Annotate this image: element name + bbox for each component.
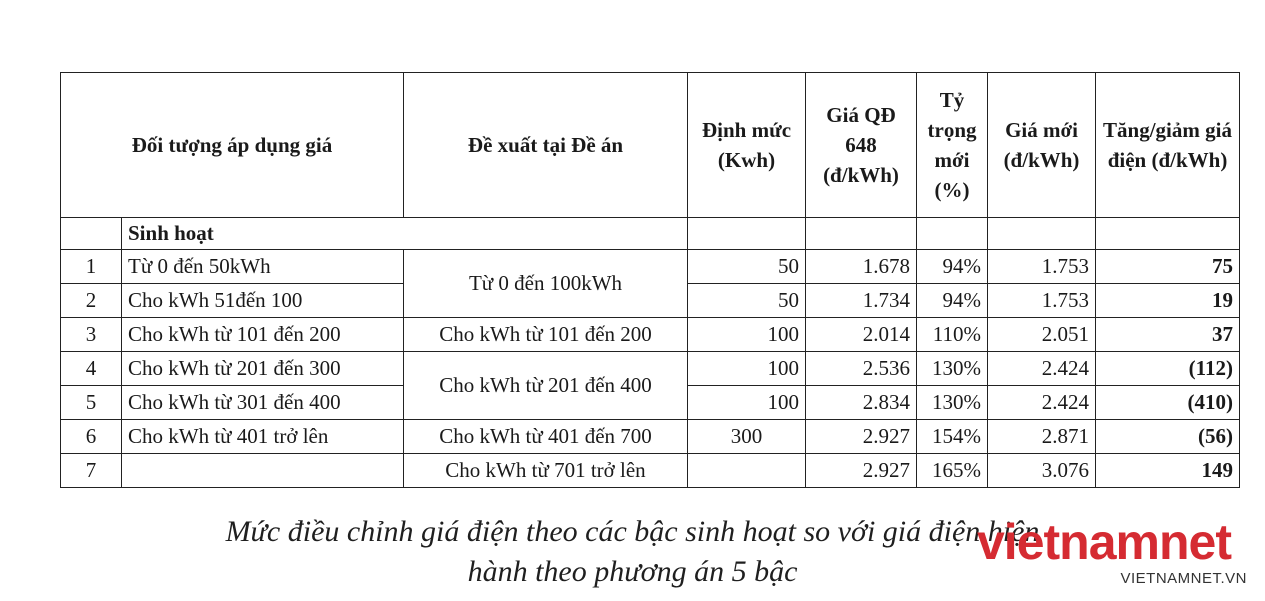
gia-qd-cell: 1.678: [806, 250, 917, 284]
header-gia-qd: [806, 73, 917, 218]
caption-line-2: hành theo phương án 5 bậc: [467, 555, 798, 588]
row-no: 2: [61, 284, 122, 318]
de-xuat-cell: Từ 0 đến 100kWh: [404, 250, 688, 318]
ty-trong-cell: 110%: [917, 318, 988, 352]
header-tang-giam-text: Tăng/giảm giá điện (đ/kWh): [1103, 118, 1232, 172]
tang-giam-cell: (56): [1096, 420, 1240, 454]
row-no: 1: [61, 250, 122, 284]
tang-giam-cell: 75: [1096, 250, 1240, 284]
gia-moi-cell: 2.871: [988, 420, 1096, 454]
row-no: 3: [61, 318, 122, 352]
header-ty-trong: [917, 73, 988, 218]
table-row: [61, 454, 1240, 488]
gia-qd-cell: 2.536: [806, 352, 917, 386]
row-label: Cho kWh từ 401 trở lên: [122, 420, 404, 454]
dinh-muc-cell: 100: [688, 318, 806, 352]
dinh-muc-cell: 300: [688, 420, 806, 454]
section-no: [61, 218, 122, 250]
de-xuat-cell: Cho kWh từ 701 trở lên: [404, 454, 688, 488]
header-tang-giam: [1096, 73, 1240, 218]
de-xuat-cell: Cho kWh từ 201 đến 400: [404, 352, 688, 420]
section-row: [61, 218, 1240, 250]
section-empty: [917, 218, 988, 250]
gia-moi-cell: 3.076: [988, 454, 1096, 488]
de-xuat-cell: Cho kWh từ 101 đến 200: [404, 318, 688, 352]
dinh-muc-cell: 100: [688, 386, 806, 420]
dinh-muc-cell: 50: [688, 284, 806, 318]
row-label: Từ 0 đến 50kWh: [122, 250, 404, 284]
tang-giam-cell: (410): [1096, 386, 1240, 420]
row-label: Cho kWh từ 201 đến 300: [122, 352, 404, 386]
gia-qd-cell: 2.014: [806, 318, 917, 352]
gia-moi-cell: 1.753: [988, 284, 1096, 318]
section-empty: [688, 218, 806, 250]
header-gia-moi-text: Giá mới (đ/kWh): [1003, 118, 1080, 172]
section-empty: [988, 218, 1096, 250]
row-label: Cho kWh 51đến 100: [122, 284, 404, 318]
ty-trong-cell: 130%: [917, 352, 988, 386]
table-row: [61, 318, 1240, 352]
de-xuat-cell: Cho kWh từ 401 đến 700: [404, 420, 688, 454]
header-ty-trong-text: Tỷ trọng mới (%): [927, 88, 977, 202]
row-no: 6: [61, 420, 122, 454]
row-no: 4: [61, 352, 122, 386]
caption-line-1: Mức điều chỉnh giá điện theo các bậc sinh hoạt so với giá điện hiện: [225, 515, 1040, 548]
tang-giam-cell: 149: [1096, 454, 1240, 488]
ty-trong-cell: 154%: [917, 420, 988, 454]
ty-trong-cell: 94%: [917, 250, 988, 284]
dinh-muc-cell: [688, 454, 806, 488]
section-empty: [1096, 218, 1240, 250]
table-row: [61, 352, 1240, 386]
dinh-muc-cell: 50: [688, 250, 806, 284]
header-de-xuat: Đề xuất tại Đề án: [404, 73, 688, 218]
header-gia-moi: [988, 73, 1096, 218]
gia-moi-cell: 2.424: [988, 386, 1096, 420]
gia-qd-cell: 1.734: [806, 284, 917, 318]
header-dinh-muc-text: Định mức (Kwh): [701, 118, 792, 172]
gia-qd-cell: 2.927: [806, 420, 917, 454]
section-label: Sinh hoạt: [122, 218, 688, 250]
header-dinh-muc: [688, 73, 806, 218]
logo-brand-text: vietnamnet: [977, 514, 1231, 570]
price-table: [60, 72, 1240, 488]
ty-trong-cell: 165%: [917, 454, 988, 488]
section-empty: [806, 218, 917, 250]
gia-moi-cell: 2.424: [988, 352, 1096, 386]
gia-moi-cell: 1.753: [988, 250, 1096, 284]
tang-giam-cell: 37: [1096, 318, 1240, 352]
row-label: Cho kWh từ 101 đến 200: [122, 318, 404, 352]
table-row: [61, 250, 1240, 284]
header-doi-tuong: Đối tượng áp dụng giá: [61, 73, 404, 218]
row-no: 5: [61, 386, 122, 420]
ty-trong-cell: 94%: [917, 284, 988, 318]
gia-qd-cell: 2.927: [806, 454, 917, 488]
logo-url-text: VIETNAMNET.VN: [1120, 570, 1247, 587]
table-row: [61, 420, 1240, 454]
header-gia-qd-text: Giá QĐ 648 (đ/kWh): [823, 103, 899, 187]
vietnamnet-logo: [977, 512, 1247, 596]
header-row: [61, 73, 1240, 218]
ty-trong-cell: 130%: [917, 386, 988, 420]
tang-giam-cell: 19: [1096, 284, 1240, 318]
dinh-muc-cell: 100: [688, 352, 806, 386]
gia-qd-cell: 2.834: [806, 386, 917, 420]
row-label: Cho kWh từ 301 đến 400: [122, 386, 404, 420]
gia-moi-cell: 2.051: [988, 318, 1096, 352]
tang-giam-cell: (112): [1096, 352, 1240, 386]
row-label: [122, 454, 404, 488]
row-no: 7: [61, 454, 122, 488]
